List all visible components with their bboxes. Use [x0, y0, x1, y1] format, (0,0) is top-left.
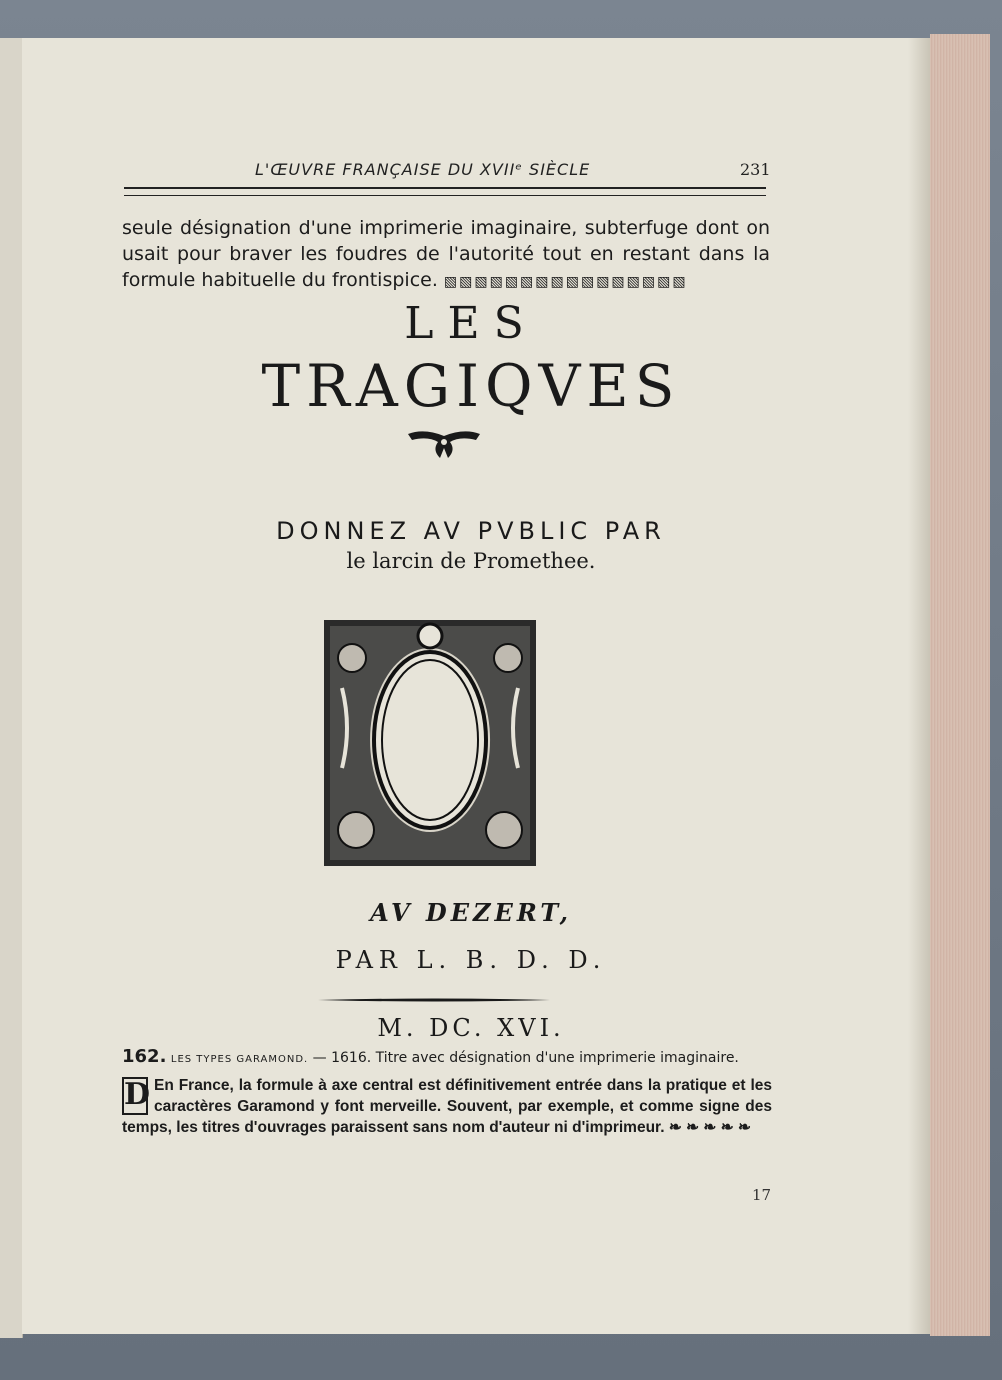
swelled-rule	[318, 998, 550, 1002]
gutter-shadow	[908, 38, 930, 1334]
title-line-donnez: DONNEZ AV PVBLIC PAR	[276, 517, 666, 545]
caption-text: — 1616. Titre avec désignation d'une imprimerie imaginaire.	[312, 1050, 739, 1066]
running-title: L'ŒUVRE FRANÇAISE DU XVIIᵉ SIÈCLE	[255, 160, 591, 179]
note-text: En France, la formule à axe central est définitivement entrée dans la pratique et les caractères Garamond y font merveille. Souvent, par exemple, et comme signe des temps, les titres d'ouvrages paraissent sans nom d'auteur ni d'imprimeur.	[122, 1077, 772, 1136]
page-block-edge	[930, 34, 990, 1336]
engraved-cartouche-icon	[322, 618, 538, 868]
note-paragraph	[122, 1075, 772, 1138]
ornament-row: ▧▧▧▧▧▧▧▧▧▧▧▧▧▧▧▧	[443, 274, 688, 290]
title-line-larcin: le larcin de Promethee.	[346, 549, 596, 573]
caption-number: 162.	[122, 1046, 167, 1067]
imprint-place: AV DEZERT,	[370, 898, 572, 927]
imprint-date: M. DC. XVI.	[377, 1014, 565, 1042]
title-line-tragiqves: TRAGIQVES	[261, 352, 681, 420]
note-ornaments: ❧ ❧ ❧ ❧ ❧	[668, 1119, 752, 1136]
figure-caption	[122, 1046, 770, 1067]
signature-mark: 17	[752, 1186, 772, 1204]
header-rule	[124, 187, 766, 196]
intro-text: seule désignation d'une imprimerie imaginaire, subterfuge dont on usait pour braver les foudres de l'autorité tout en restant dans la formule habituelle du frontispice.	[122, 217, 770, 291]
fleuron-ornament-icon	[404, 426, 484, 466]
title-line-les: LES	[404, 298, 538, 349]
drop-cap: D	[122, 1077, 148, 1115]
left-page-edge	[0, 38, 23, 1338]
caption-label: LES TYPES GARAMOND.	[170, 1054, 309, 1065]
page-number: 231	[740, 160, 771, 179]
intro-paragraph	[122, 215, 770, 295]
imprint-by: PAR L. B. D. D.	[335, 946, 607, 974]
